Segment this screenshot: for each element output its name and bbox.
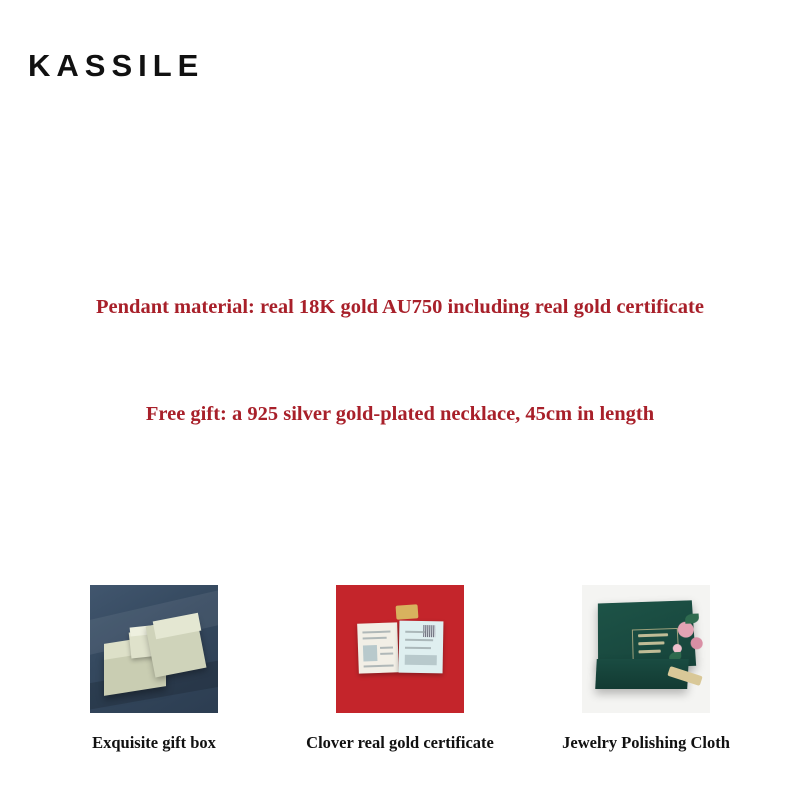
gallery-item-caption: Exquisite gift box (92, 733, 216, 752)
certificate-text-line (405, 639, 433, 641)
certificate-text-line (405, 631, 425, 633)
certificate-left-page (357, 622, 399, 673)
certificate-right-page (399, 621, 444, 674)
gallery-item (306, 585, 494, 753)
gallery-item-caption: Clover real gold certificate (306, 733, 494, 752)
gallery-item (65, 585, 243, 753)
gallery-item-caption: Jewelry Polishing Cloth (562, 733, 730, 752)
certificate-booklet-image (336, 585, 464, 713)
gold-foil-accent (396, 604, 419, 620)
floral-decoration (690, 637, 703, 649)
certificate-text-line (362, 631, 390, 634)
certificate-photo (363, 645, 378, 661)
certificate-text-line (363, 637, 387, 640)
gift-box-image (90, 585, 218, 713)
gallery-item (557, 585, 735, 753)
feature-gallery (0, 585, 800, 753)
leaf-decoration (685, 614, 699, 624)
polishing-cloth-box-image (582, 585, 710, 713)
material-headline: Pendant material: real 18K gold AU750 including real gold certificate (96, 296, 704, 318)
certificate-text-line (364, 664, 394, 667)
free-gift-headline: Free gift: a 925 silver gold-plated necklace, 45cm in length (145, 403, 655, 425)
certificate-seal (405, 655, 437, 666)
certificate-text-line (380, 652, 393, 654)
certificate-text-line (405, 647, 431, 649)
floral-decoration (677, 622, 694, 638)
certificate-text-line (380, 646, 393, 648)
brand-logo: KASSILE (28, 48, 205, 83)
